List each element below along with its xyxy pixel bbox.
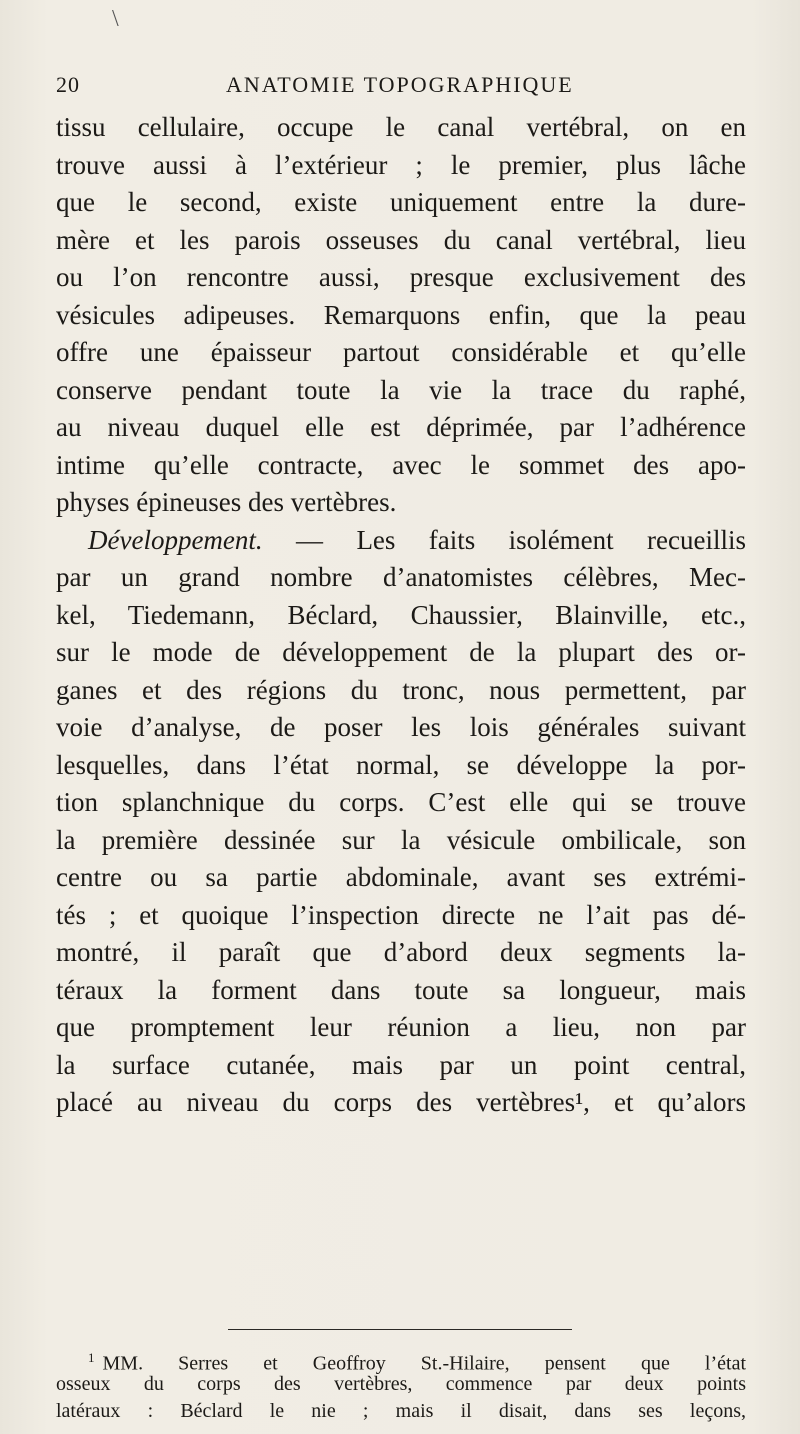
text-line: que le second, existe uniquement entre la dure- <box>56 187 746 217</box>
text-line: centre ou sa partie abdominale, avant ses extrémi- <box>56 862 746 892</box>
text-line: au niveau duquel elle est déprimée, par l’adhérence <box>56 412 746 442</box>
page-header <box>56 72 746 102</box>
margin-mark: \ <box>112 6 119 32</box>
section-heading: Développement. <box>88 524 263 555</box>
text-line: que promptement leur réunion a lieu, non par <box>56 1012 746 1042</box>
footnote <box>56 1344 746 1425</box>
text-line: tés ; et quoique l’inspection directe ne l’ait pas dé- <box>56 899 746 930</box>
text-line: sur le mode de développement de la plupart des or- <box>56 637 746 667</box>
text-line: téraux la forment dans toute sa longueur, mais <box>56 974 746 1005</box>
text-line: montré, il paraît que d’abord deux segments la- <box>56 937 746 967</box>
text-line: ou l’on rencontre aussi, presque exclusivement des <box>56 262 746 292</box>
footnote-divider <box>228 1329 572 1330</box>
footnote-line-text: MM. Serres et Geoffroy St.-Hilaire, pensent que l’état <box>102 1352 746 1375</box>
footnote-line <box>56 1344 746 1375</box>
text-line: par un grand nombre d’anatomistes célèbres, Mec- <box>56 562 746 592</box>
body-text <box>56 109 746 1122</box>
running-title: ANATOMIE TOPOGRAPHIQUE <box>226 72 574 97</box>
text-line: la surface cutanée, mais par un point central, <box>56 1049 746 1080</box>
text-line: tissu cellulaire, occupe le canal vertébral, on en <box>56 112 746 142</box>
text-line: vésicules adipeuses. Remarquons enfin, que la peau <box>56 299 746 330</box>
footnote-marker: 1 <box>88 1350 95 1365</box>
text-line: ganes et des régions du tronc, nous permettent, par <box>56 674 746 705</box>
text-line: physes épineuses des vertèbres. <box>56 487 397 517</box>
footnote-line: latéraux : Béclard le nie ; mais il disait, dans ses leçons, <box>56 1400 746 1422</box>
footnote-line: osseux du corps des vertèbres, commence par deux points <box>56 1373 746 1395</box>
text-line: lesquelles, dans l’état normal, se développe la por- <box>56 749 746 780</box>
text-line: conserve pendant toute la vie la trace du raphé, <box>56 374 746 405</box>
page-number: 20 <box>56 72 80 97</box>
section-first-line <box>56 522 746 560</box>
text-line: kel, Tiedemann, Béclard, Chaussier, Blainville, etc., <box>56 599 746 630</box>
text-line: intime qu’elle contracte, avec le sommet des apo- <box>56 449 746 480</box>
section-first-line-text: — Les faits isolément recueillis <box>262 524 746 555</box>
text-line: placé au niveau du corps des vertèbres¹, et qu’alors <box>56 1087 746 1117</box>
text-line: mère et les parois osseuses du canal vertébral, lieu <box>56 224 746 255</box>
text-line: offre une épaisseur partout considérable et qu’elle <box>56 337 746 367</box>
text-line: voie d’analyse, de poser les lois générales suivant <box>56 712 746 742</box>
text-line: tion splanchnique du corps. C’est elle qui se trouve <box>56 787 746 817</box>
text-line: trouve aussi à l’extérieur ; le premier, plus lâche <box>56 149 746 180</box>
text-line: la première dessinée sur la vésicule ombilicale, son <box>56 824 746 855</box>
